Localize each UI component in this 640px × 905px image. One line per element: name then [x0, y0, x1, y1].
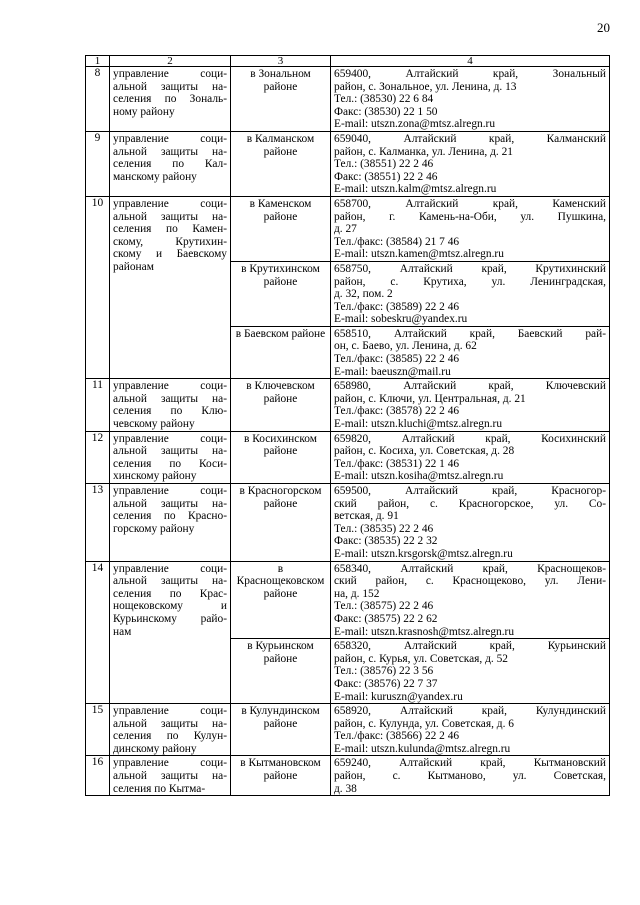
- address-line: 658700, Алтайский край, Каменский: [334, 197, 606, 210]
- organization-name-line: селения по Камен-: [113, 223, 227, 236]
- email-line[interactable]: E-mail: sobeskru@yandex.ru: [334, 313, 468, 326]
- organization-name-line: селения по Крас-: [113, 587, 227, 600]
- table-row: [86, 704, 610, 756]
- row-number: 16: [86, 756, 110, 796]
- district-name: в Крутихинском районе: [231, 261, 331, 326]
- organization-name: [110, 431, 231, 483]
- address-line: 659400, Алтайский край, Зональный: [334, 68, 606, 80]
- address-line: 659500, Алтайский край, Красногор-: [334, 485, 606, 497]
- organization-name-line: управление соци-: [113, 132, 227, 145]
- address-line: ский район, с. Краснощеково, ул. Лени-: [334, 575, 606, 588]
- row-number: 13: [86, 484, 110, 562]
- address-contacts: [331, 561, 610, 639]
- phone-line: Тел.: (38575) 22 2 46: [334, 600, 434, 613]
- header-cell: 4: [331, 56, 610, 67]
- table-row: [86, 431, 610, 483]
- phone-line: Тел./факс: (38566) 22 2 46: [334, 730, 460, 743]
- table-row: [86, 379, 610, 431]
- organization-name-line: скому и Баевскому: [113, 248, 227, 261]
- phone-line: Тел./факс: (38531) 22 1 46: [334, 457, 460, 470]
- address-line: район, с. Зональное, ул. Ленина, д. 13: [334, 80, 517, 93]
- address-line: район, с. Калманка, ул. Ленина, д. 21: [334, 145, 513, 158]
- district-name: в Красногорском районе: [231, 484, 331, 562]
- organization-name: [110, 756, 231, 796]
- organization-name-line: управление соци-: [113, 562, 227, 575]
- table-row: [86, 196, 610, 261]
- phone-line: Факс: (38576) 22 7 37: [334, 677, 438, 690]
- header-cell: 1: [86, 56, 110, 67]
- table-row: [86, 67, 610, 132]
- phone-line: Тел.: (38530) 22 6 84: [334, 93, 434, 106]
- address-line: 659040, Алтайский край, Калманский: [334, 132, 606, 145]
- phone-line: Факс: (38551) 22 2 46: [334, 170, 438, 183]
- organization-name-line: селения по Зональ-: [113, 93, 227, 106]
- phone-line: Тел.: (38535) 22 2 46: [334, 522, 434, 535]
- table-row: [86, 561, 610, 639]
- organization-name-line: управление соци-: [113, 757, 227, 770]
- organization-name-line: нам: [113, 625, 132, 638]
- organization-name-line: альной защиты на-: [113, 80, 227, 93]
- email-line[interactable]: E-mail: baeuszn@mail.ru: [334, 365, 451, 378]
- organization-name-line: селения по Коси-: [113, 457, 227, 470]
- organization-name-line: динскому району: [113, 742, 197, 755]
- organization-name-line: альной защиты на-: [113, 770, 227, 783]
- address-contacts: [331, 196, 610, 261]
- address-line: д. 27: [334, 223, 357, 236]
- organization-name: [110, 67, 231, 132]
- address-contacts: [331, 379, 610, 431]
- header-cell: 3: [231, 56, 331, 67]
- organization-name-line: управление соци-: [113, 485, 227, 497]
- address-line: ветская, д. 91: [334, 510, 399, 523]
- organization-name: [110, 484, 231, 562]
- email-line[interactable]: E-mail: utszn.kamen@mtsz.alregn.ru: [334, 248, 504, 261]
- row-number: 8: [86, 67, 110, 132]
- address-contacts: [331, 67, 610, 132]
- district-name: в Каменском районе: [231, 196, 331, 261]
- address-line: он, с. Баево, ул. Ленина, д. 62: [334, 340, 477, 353]
- address-line: район, с. Кулунда, ул. Советская, д. 6: [334, 717, 514, 730]
- organization-name-line: управление соци-: [113, 68, 227, 80]
- organization-name-line: альной защиты на-: [113, 717, 227, 730]
- organization-name-line: альной защиты на-: [113, 497, 227, 510]
- phone-line: Тел./факс: (38585) 22 2 46: [334, 353, 460, 366]
- organization-name-line: управление соци-: [113, 380, 227, 393]
- organization-name-line: чевскому району: [113, 418, 195, 431]
- table-row: [86, 756, 610, 796]
- organization-name-line: управление соци-: [113, 705, 227, 718]
- address-contacts: [331, 756, 610, 796]
- phone-line: Факс: (38575) 22 2 62: [334, 612, 438, 625]
- district-name: в Кулундинском районе: [231, 704, 331, 756]
- address-line: на, д. 152: [334, 587, 380, 600]
- row-number: 11: [86, 379, 110, 431]
- social-protection-offices-table: [85, 55, 610, 796]
- phone-line: Тел./факс: (38578) 22 2 46: [334, 405, 460, 418]
- district-name: в Ключевском районе: [231, 379, 331, 431]
- email-line[interactable]: E-mail: utszn.kulunda@mtsz.alregn.ru: [334, 742, 511, 755]
- address-contacts: [331, 431, 610, 483]
- address-line: ский район, с. Красногорское, ул. Со-: [334, 497, 606, 510]
- address-line: 658980, Алтайский край, Ключевский: [334, 380, 606, 393]
- row-number: 14: [86, 561, 110, 704]
- organization-name-line: селения по Кытма-: [113, 782, 206, 795]
- address-line: 658920, Алтайский край, Кулундинский: [334, 705, 606, 718]
- district-name: в Зональном районе: [231, 67, 331, 132]
- organization-name: [110, 379, 231, 431]
- organization-name: [110, 131, 231, 196]
- district-name: в Баевском районе: [231, 326, 331, 378]
- address-line: район, г. Камень-на-Оби, ул. Пушкина,: [334, 210, 606, 223]
- address-line: 658750, Алтайский край, Крутихинский: [334, 262, 606, 275]
- organization-name-line: селения по Клю-: [113, 405, 227, 418]
- address-contacts: [331, 131, 610, 196]
- organization-name: [110, 704, 231, 756]
- organization-name-line: Курьинскому райо-: [113, 612, 227, 625]
- address-line: район, с. Крутиха, ул. Ленинградская,: [334, 275, 606, 288]
- address-line: 658340, Алтайский край, Краснощеков-: [334, 562, 606, 575]
- phone-line: Факс: (38530) 22 1 50: [334, 105, 438, 118]
- district-name: в Калманском районе: [231, 131, 331, 196]
- table-header-row: [86, 56, 610, 67]
- address-line: д. 32, пом. 2: [334, 288, 393, 301]
- email-line[interactable]: E-mail: utszn.krasnosh@mtsz.alregn.ru: [334, 625, 515, 638]
- organization-name: [110, 561, 231, 704]
- email-line[interactable]: E-mail: utszn.kluchi@mtsz.alregn.ru: [334, 418, 503, 431]
- phone-line: Тел./факс: (38589) 22 2 46: [334, 300, 460, 313]
- email-line[interactable]: E-mail: utszn.zona@mtsz.alregn.ru: [334, 118, 496, 131]
- page-number: 20: [597, 20, 610, 35]
- organization-name-line: альной защиты на-: [113, 575, 227, 588]
- organization-name-line: альной защиты на-: [113, 392, 227, 405]
- address-line: д. 38: [334, 782, 357, 795]
- row-number: 10: [86, 196, 110, 378]
- row-number: 9: [86, 131, 110, 196]
- organization-name-line: манскому району: [113, 170, 197, 183]
- phone-line: Тел.: (38576) 22 3 56: [334, 665, 434, 678]
- district-name: в Косихинском районе: [231, 431, 331, 483]
- address-contacts: [331, 639, 610, 704]
- organization-name-line: управление соци-: [113, 432, 227, 445]
- organization-name-line: районам: [113, 260, 154, 273]
- phone-line: Факс: (38535) 22 2 32: [334, 535, 438, 548]
- email-line[interactable]: E-mail: kuruszn@yandex.ru: [334, 690, 463, 703]
- email-line[interactable]: E-mail: utszn.krsgorsk@mtsz.alregn.ru: [334, 547, 513, 560]
- organization-name-line: селения по Кулун-: [113, 730, 227, 743]
- address-line: 659820, Алтайский край, Косихинский: [334, 432, 606, 445]
- district-name: в Кытмановском районе: [231, 756, 331, 796]
- address-line: район, с. Косиха, ул. Советская, д. 28: [334, 445, 515, 458]
- organization-name-line: селения по Кал-: [113, 158, 227, 171]
- phone-line: Тел./факс: (38584) 21 7 46: [334, 235, 460, 248]
- table-row: [86, 484, 610, 562]
- header-cell: 2: [110, 56, 231, 67]
- address-contacts: [331, 484, 610, 562]
- organization-name-line: горскому району: [113, 522, 195, 535]
- organization-name-line: управление соци-: [113, 197, 227, 210]
- address-contacts: [331, 704, 610, 756]
- address-line: район, с. Курья, ул. Советская, д. 52: [334, 652, 508, 665]
- address-line: 658320, Алтайский край, Курьинский: [334, 640, 606, 653]
- organization-name-line: скому, Крутихин-: [113, 235, 227, 248]
- organization-name: [110, 196, 231, 378]
- district-name: в Курьинском районе: [231, 639, 331, 704]
- row-number: 12: [86, 431, 110, 483]
- email-line[interactable]: E-mail: utszn.kosiha@mtsz.alregn.ru: [334, 470, 504, 483]
- address-contacts: [331, 326, 610, 378]
- phone-line: Тел.: (38551) 22 2 46: [334, 158, 434, 171]
- address-line: район, с. Ключи, ул. Центральная, д. 21: [334, 392, 526, 405]
- organization-name-line: ному району: [113, 105, 175, 118]
- address-line: 658510, Алтайский край, Баевский рай-: [334, 327, 606, 340]
- email-line[interactable]: E-mail: utszn.kalm@mtsz.alregn.ru: [334, 183, 497, 196]
- address-line: район, с. Кытманово, ул. Советская,: [334, 770, 606, 783]
- table-row: [86, 131, 610, 196]
- district-name: в Краснощековском районе: [231, 561, 331, 639]
- organization-name-line: альной защиты на-: [113, 210, 227, 223]
- address-line: 659240, Алтайский край, Кытмановский: [334, 757, 606, 770]
- organization-name-line: нощековскому и: [113, 600, 227, 613]
- organization-name-line: альной защиты на-: [113, 445, 227, 458]
- organization-name-line: альной защиты на-: [113, 145, 227, 158]
- organization-name-line: селения по Красно-: [113, 510, 227, 523]
- organization-name-line: хинскому району: [113, 470, 197, 483]
- address-contacts: [331, 261, 610, 326]
- row-number: 15: [86, 704, 110, 756]
